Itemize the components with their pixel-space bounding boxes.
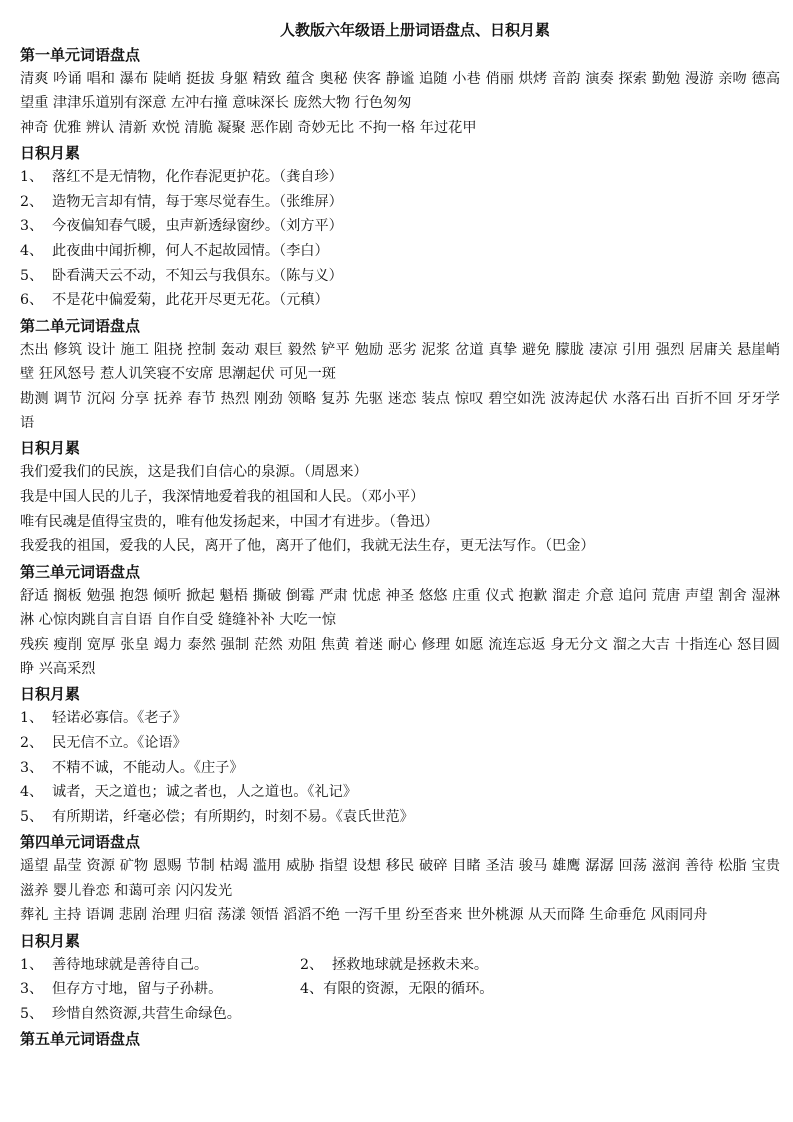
unit-3-heading: 第三单元词语盘点 [20,562,141,581]
quote-number: 2、 [20,193,44,210]
quote-line [20,805,780,830]
quote-line [20,731,780,756]
quote-number: 5、 [20,1005,44,1022]
quote-text: 造物无言却有情，每于寒尽觉春生。（张维屏） [52,193,343,210]
unit-4-daily-heading: 日积月累 [20,931,81,950]
quote-number: 6、 [20,292,44,309]
unit-1-word-list [20,67,780,140]
quote-number: 5、 [20,808,44,825]
quote-number: 4、 [20,784,44,801]
quote-row [20,977,780,1002]
quote-line: 唯有民魂是值得宝贵的，唯有他发扬起来，中国才有进步。（鲁迅） [20,513,439,530]
quote-text: 今夜偏知春气暖，虫声新透绿窗纱。（刘方平） [52,218,343,235]
quote-number: 3、 [20,218,44,235]
word-paragraph: 神奇 优雅 辨认 清新 欢悦 清脆 凝聚 恶作剧 奇妙无比 不拘一格 年过花甲 [20,119,477,136]
unit-1-quotes [20,165,780,313]
unit-3-daily-heading: 日积月累 [20,685,81,704]
quote-line [20,780,780,805]
unit-2-word-list [20,338,780,436]
unit-2-heading: 第二单元词语盘点 [20,316,141,335]
unit-3-quotes [20,706,780,829]
word-paragraph: 清爽 吟诵 唱和 瀑布 陡峭 挺拔 身躯 精致 蕴含 奥秘 侠客 静谧 追随 小巷 俏丽 烘烤 音韵 演奏 探索 勤勉 漫游 亲吻 德高望重 津津乐道别有深意 左冲右撞 意味深长 庞然大物 行色匆匆 [20,71,781,112]
quote-row [20,953,780,978]
unit-2-quotes [20,460,780,558]
quote-line [20,706,780,731]
quote-text: 卧看满天云不动，不知云与我俱东。（陈与义） [52,267,343,284]
word-paragraph: 葬礼 主持 语调 悲剧 治理 归宿 荡漾 领悟 滔滔不绝 一泻千里 纷至沓来 世外桃源 从天而降 生命垂危 风雨同舟 [20,907,708,924]
quote-line [20,165,780,190]
quote-text: 轻诺必寡信。《老子》 [52,710,187,727]
word-paragraph: 舒适 搁板 勉强 抱怨 倾听 掀起 魁梧 撕破 倒霉 严肃 忧虑 神圣 悠悠 庄重 仪式 抱歉 溜走 介意 追问 荒唐 声望 割舍 湿淋淋 心惊肉跳自言自语 自作自受 缝缝补补 大吃一惊 [20,587,781,629]
quote-text: 诚者，天之道也；诚之者也，人之道也。《礼记》 [52,784,358,801]
quote-number: 2、 [300,956,324,973]
quote-left [20,957,208,973]
quote-line [20,756,780,781]
word-paragraph: 勘测 调节 沉闷 分享 抚养 春节 热烈 刚劲 领略 复苏 先驱 迷恋 装点 惊叹 碧空如洗 波涛起伏 水落石出 百折不回 牙牙学语 [20,390,780,431]
quote-text: 民无信不立。《论语》 [52,735,187,751]
quote-left [20,981,222,997]
unit-4-word-list [20,854,780,927]
quote-right [300,977,493,1001]
quote-text: 落红不是无情物，化作春泥更护花。（龚自珍） [52,169,343,186]
quote-line [20,264,780,289]
quote-number: 2、 [20,735,44,751]
unit-1-daily-heading: 日积月累 [20,144,81,163]
word-paragraph: 杰出 修筑 设计 施工 阻挠 控制 轰动 艰巨 毅然 铲平 勉励 恶劣 泥浆 岔道 真挚 避免 朦胧 凄凉 引用 强烈 居庸关 悬崖峭壁 狂风怒号 惹人讥笑寝不安席 思潮起伏 可见一斑 [20,341,780,383]
unit-5-heading: 第五单元词语盘点 [20,1030,141,1049]
quote-text: 有所期诺，纤毫必偿；有所期约，时刻不易。《袁氏世范》 [52,808,414,825]
quote-row [20,1002,780,1027]
quote-line [20,190,780,215]
quote-number: 4、 [20,243,44,259]
quote-text: 此夜曲中闻折柳，何人不起故园情。（李白） [52,243,329,259]
quote-text: 拯救地球就是拯救未来。 [332,956,489,973]
quote-text: 善待地球就是善待自己。 [52,956,209,973]
quote-left [20,1006,241,1022]
quote-number: 3、 [20,981,44,998]
document-title: 人教版六年级语上册词语盘点、日积月累 [279,21,550,39]
quote-number: 1、 [20,710,44,727]
quote-right [300,953,488,977]
quote-number: 1、 [20,956,44,973]
quote-line [20,214,780,239]
word-paragraph: 残疾 瘦削 宽厚 张皇 竭力 泰然 强制 茫然 劝阻 焦黄 着迷 耐心 修理 如愿 流连忘返 身无分文 溜之大吉 十指连心 怒目圆睁 兴高采烈 [20,636,780,677]
unit-4-heading: 第四单元词语盘点 [20,833,141,852]
unit-3-word-list [20,584,780,682]
quote-text: 不是花中偏爱菊，此花开尽更无花。（元稹） [52,292,329,309]
quote-line [20,288,780,313]
quote-text: 但存方寸地，留与子孙耕。 [52,981,223,998]
quote-text: 珍惜自然资源,共营生命绿色。 [52,1005,241,1022]
quote-text: 有限的资源，无限的循环。 [323,981,494,998]
unit-4-quotes [20,953,780,1027]
quote-line: 我是中国人民的儿子，我深情地爱着我的祖国和人民。（邓小平） [20,489,425,505]
quote-line: 我们爱我们的民族，这是我们自信心的泉源。（周恩来） [20,464,368,481]
quote-number: 1、 [20,169,44,186]
word-paragraph: 遥望 晶莹 资源 矿物 恩赐 节制 枯竭 滥用 威胁 指望 设想 移民 破碎 目睹 圣洁 骏马 雄鹰 潺潺 回荡 滋润 善待 松脂 宝贵 滋养 婴儿眷恋 和蔼可亲 闪闪发光 [20,858,781,899]
document-page [20,18,780,1051]
unit-1-heading: 第一单元词语盘点 [20,46,141,64]
quote-number: 3、 [20,759,44,776]
quote-text: 不精不诚，不能动人。《庄子》 [52,759,244,776]
quote-line [20,239,780,264]
quote-line: 我爱我的祖国，爱我的人民，离开了他，离开了他们，我就无法生存，更无法写作。（巴金） [20,538,595,555]
unit-2-daily-heading: 日积月累 [20,439,81,458]
quote-number: 5、 [20,267,44,284]
quote-number: 4、 [300,981,324,998]
